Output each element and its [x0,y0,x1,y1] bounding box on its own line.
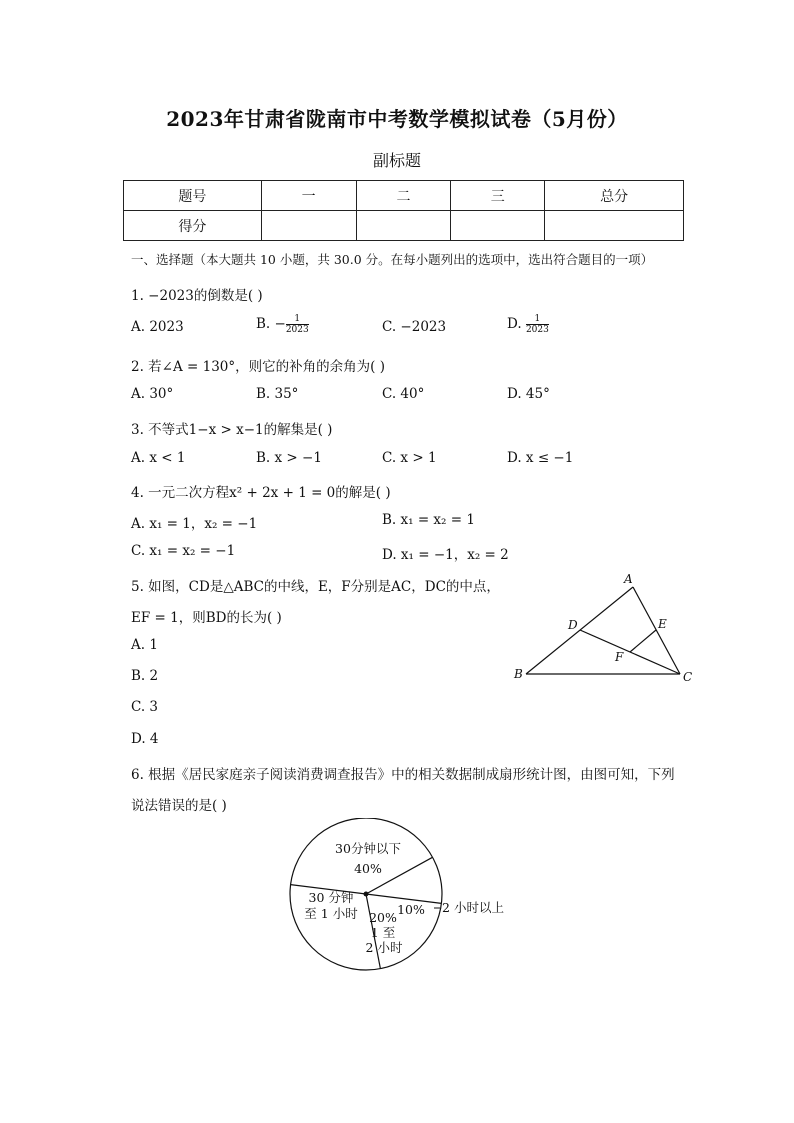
pie-label-30min-1h-line1: 30 分钟 [308,890,354,905]
q3-option-a: A. x < 1 [131,450,186,466]
label-f: F [615,650,624,664]
question-6-stem-line1: 6. 根据《居民家庭亲子阅读消费调查报告》中的相关数据制成扇形统计图，由图可知，下列 [131,767,675,783]
pie-pct-under-30min: 40% [354,861,382,876]
score-table-header-row [124,181,684,211]
question-4-stem: 4. 一元二次方程x² + 2x + 1 = 0的解是( ) [131,485,391,501]
question-3-stem: 3. 不等式1−x > x−1的解集是( ) [131,422,333,438]
question-1-stem: 1. −2023的倒数是( ) [131,288,263,304]
label-e: E [658,617,667,631]
q3-option-d: D. x ≤ −1 [507,450,574,466]
fraction-denominator: 2023 [525,325,549,335]
q3-option-c: C. x > 1 [382,450,437,466]
pie-center-dot [364,892,369,897]
fraction-numerator: 1 [526,314,549,325]
page-title: 2023年甘肃省陇南市中考数学模拟试卷（5月份） [166,107,628,131]
q1-option-b [256,314,309,335]
question-2-stem: 2. 若∠A = 130°，则它的补角的余角为( ) [131,359,385,375]
score-row-label: 得分 [124,211,262,241]
q2-option-a: A. 30° [131,386,174,402]
q5-option-d: D. 4 [131,731,159,747]
score-cell-label: 题号 [124,181,262,211]
page-subtitle: 副标题 [372,151,421,170]
q1-option-b-prefix: B. − [256,316,286,332]
q1-option-c: C. −2023 [382,319,447,335]
score-cell-part2: 二 [356,181,451,211]
score-cell-total: 总分 [545,181,684,211]
score-table [123,180,684,241]
q1-option-b-fraction [286,314,309,335]
q2-option-c: C. 40° [382,386,425,402]
pie-label-1-2h-line1: 1 至 [370,925,396,940]
label-a: A [624,572,633,586]
q5-option-a: A. 1 [131,637,158,653]
pie-label-30min-1h-line2: 至 1 小时 [304,906,358,921]
segment-ac [633,587,680,674]
label-d: D [568,618,578,632]
section-heading: 一、选择题（本大题共 10 小题，共 30.0 分。在每小题列出的选项中，选出符合题目的一项） [131,252,654,267]
fraction-denominator: 2023 [285,325,309,335]
fraction-numerator: 1 [286,314,309,325]
score-input-cell [451,211,545,241]
q4-option-a: A. x₁ = 1，x₂ = −1 [131,516,258,532]
pie-label-1-2h-line2: 2 小时 [365,940,403,955]
question-6-stem-line2: 说法错误的是( ) [131,798,227,814]
triangle-figure [506,568,706,688]
pie-label-under-30min: 30分钟以下 [335,841,401,856]
q4-option-d: D. x₁ = −1，x₂ = 2 [382,547,509,563]
q1-option-d [507,314,549,335]
q5-option-c: C. 3 [131,699,159,715]
score-cell-part1: 一 [261,181,356,211]
q4-option-c: C. x₁ = x₂ = −1 [131,543,236,559]
score-input-cell [545,211,684,241]
pie-chart [280,818,530,973]
pie-label-over-2h: 2 小时以上 [442,900,504,915]
score-table-score-row [124,211,684,241]
score-input-cell [261,211,356,241]
pie-pct-1-2h: 20% [369,910,397,925]
q1-option-a: A. 2023 [131,319,184,335]
q2-option-d: D. 45° [507,386,550,402]
q4-option-b: B. x₁ = x₂ = 1 [382,512,475,528]
q3-option-b: B. x > −1 [256,450,322,466]
label-c: C [683,670,693,684]
segment-ef [630,630,656,652]
question-5-stem-line1: 5. 如图，CD是△ABC的中线，E，F分别是AC，DC的中点， [131,579,500,595]
pie-pct-over-2h: 10% [397,902,425,917]
score-input-cell [356,211,451,241]
q2-option-b: B. 35° [256,386,299,402]
q1-option-d-prefix: D. [507,316,526,332]
score-cell-part3: 三 [451,181,545,211]
q5-option-b: B. 2 [131,668,159,684]
question-5-stem-line2: EF = 1，则BD的长为( ) [131,610,282,626]
label-b: B [514,667,523,681]
q1-option-d-fraction [526,314,549,335]
